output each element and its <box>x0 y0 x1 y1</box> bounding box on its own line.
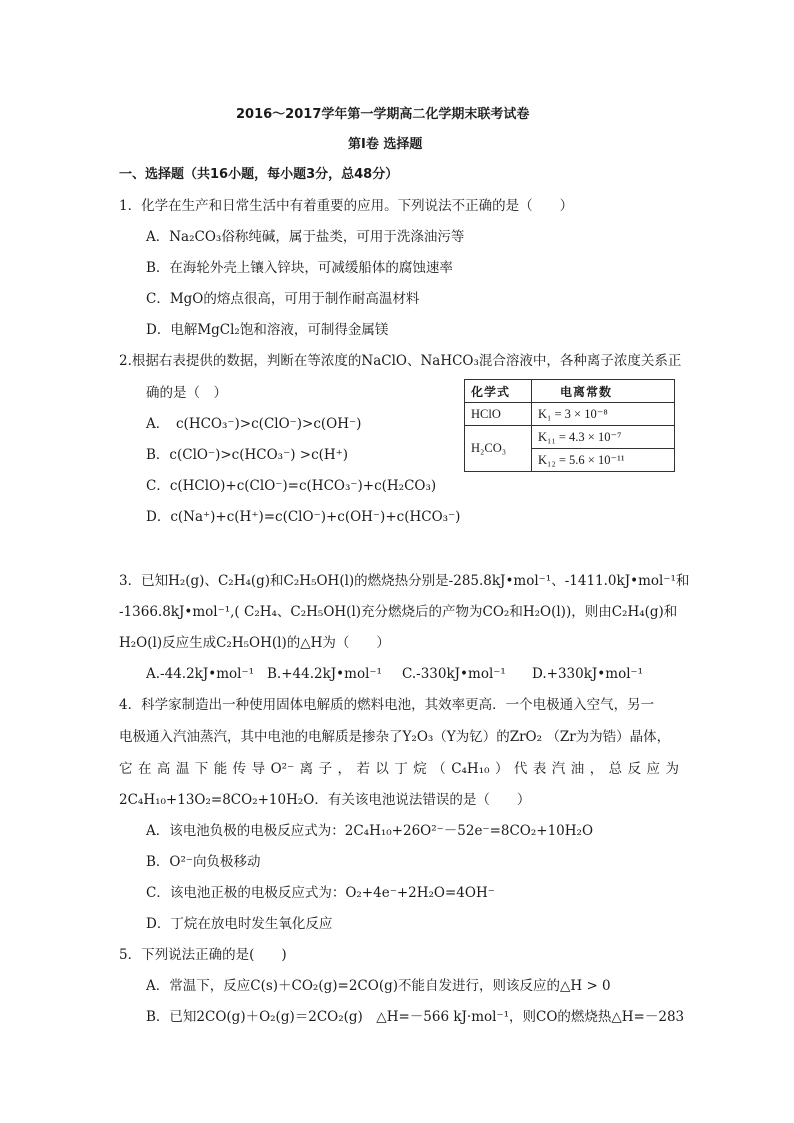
table-cell-k1-h2co3: K₁₁ = 4.3 × 10⁻⁷ <box>532 426 675 449</box>
q2-option-c: C．c(HClO)+c(ClO⁻)=c(HCO₃⁻)+c(H₂CO₃) <box>146 478 437 494</box>
table-header-constant: 电离常数 <box>532 380 675 403</box>
q3-stem-line3: H₂O(l)反应生成C₂H₅OH(l)的△H为（ ） <box>119 635 390 651</box>
q1-stem: 1．化学在生产和日常生活中有着重要的应用。下列说法不正确的是（ ） <box>119 198 574 214</box>
q3-option-c: C.-330kJ•mol⁻¹ <box>402 666 506 682</box>
q4-stem-line3 <box>119 760 679 778</box>
table-cell-h2co3: H₂CO₃ <box>465 426 532 472</box>
q1-option-b: B．在海轮外壳上镶入锌块，可减缓船体的腐蚀速率 <box>146 260 453 276</box>
q4-stem-line3-text: 它在高温下能传导O²⁻离子，若以丁烷（C₄H₁₀）代表汽油，总反应为 <box>119 761 679 777</box>
exam-title: 2016～2017学年第一学期高二化学期末联考试卷 <box>236 107 530 122</box>
q5-stem: 5．下列说法正确的是( ) <box>119 947 287 963</box>
part-title: 第Ⅰ卷 选择题 <box>348 137 423 152</box>
q5-option-b: B．已知2CO(g)＋O₂(g)＝2CO₂(g) △H=－566 kJ·mol⁻¹，则CO的燃烧热△H=－283 <box>146 1009 685 1025</box>
q2-stem-line1: 2.根据右表提供的数据，判断在等浓度的NaClO、NaHCO₃混合溶液中，各种离子浓度关系正 <box>119 353 682 369</box>
q3-stem-line1: 3．已知H₂(g)、C₂H₄(g)和C₂H₅OH(l)的燃烧热分别是-285.8kJ•mol⁻¹、-1411.0kJ•mol⁻¹和 <box>119 573 690 589</box>
q4-stem-line1: 4．科学家制造出一种使用固体电解质的燃料电池，其效率更高．一个电极通入空气，另一 <box>119 697 655 713</box>
q4-option-a: A．该电池负极的电极反应式为：2C₄H₁₀+26O²⁻－52e⁻=8CO₂+10H₂O <box>146 823 594 839</box>
table-cell-k2-h2co3: K₁₂ = 5.6 × 10⁻¹¹ <box>532 449 675 472</box>
q1-option-c: C．MgO的熔点很高，可用于制作耐高温材料 <box>146 291 420 307</box>
ionization-constant-table <box>464 379 675 472</box>
q5-option-a: A．常温下，反应C(s)＋CO₂(g)=2CO(g)不能自发进行，则该反应的△H > 0 <box>146 978 611 994</box>
table-header-formula: 化学式 <box>465 380 532 403</box>
q2-option-d: D．c(Na⁺)+c(H⁺)=c(ClO⁻)+c(OH⁻)+c(HCO₃⁻) <box>146 509 461 525</box>
q2-option-a: A． c(HCO₃⁻)>c(ClO⁻)>c(OH⁻) <box>146 416 362 432</box>
q4-option-d: D．丁烷在放电时发生氧化反应 <box>146 916 333 932</box>
q2-stem-line2: 确的是（ ） <box>146 385 227 401</box>
q1-option-d: D．电解MgCl₂饱和溶液，可制得金属镁 <box>146 322 389 338</box>
q1-option-a: A．Na₂CO₃俗称纯碱，属于盐类，可用于洗涤油污等 <box>146 229 465 245</box>
q3-option-a: A.-44.2kJ•mol⁻¹ <box>146 666 254 682</box>
q4-option-b: B．O²⁻向负极移动 <box>146 854 261 870</box>
q3-option-d: D.+330kJ•mol⁻¹ <box>532 666 644 682</box>
table-cell-hclo: HClO <box>465 403 532 426</box>
section-heading: 一、选择题（共16小题，每小题3分，总48分） <box>119 167 399 182</box>
q3-option-b: B.+44.2kJ•mol⁻¹ <box>267 666 382 682</box>
q4-option-c: C．该电池正极的电极反应式为：O₂+4e⁻+2H₂O=4OH⁻ <box>146 885 495 901</box>
q2-option-b: B．c(ClO⁻)>c(HCO₃⁻) >c(H⁺) <box>146 447 349 463</box>
table-cell-k-hclo: K₁ = 3 × 10⁻⁸ <box>532 403 675 426</box>
q4-stem-line4: 2C₄H₁₀+13O₂=8CO₂+10H₂O．有关该电池说法错误的是（ ） <box>119 792 531 808</box>
q3-stem-line2: -1366.8kJ•mol⁻¹,( C₂H₄、C₂H₅OH(l)充分燃烧后的产物为CO₂和H₂O(l))，则由C₂H₄(g)和 <box>119 604 678 620</box>
q4-stem-line2: 电极通入汽油蒸汽，其中电池的电解质是掺杂了Y₂O₃（Y为钇）的ZrO₂ （Zr为为锆）晶体， <box>119 729 671 745</box>
